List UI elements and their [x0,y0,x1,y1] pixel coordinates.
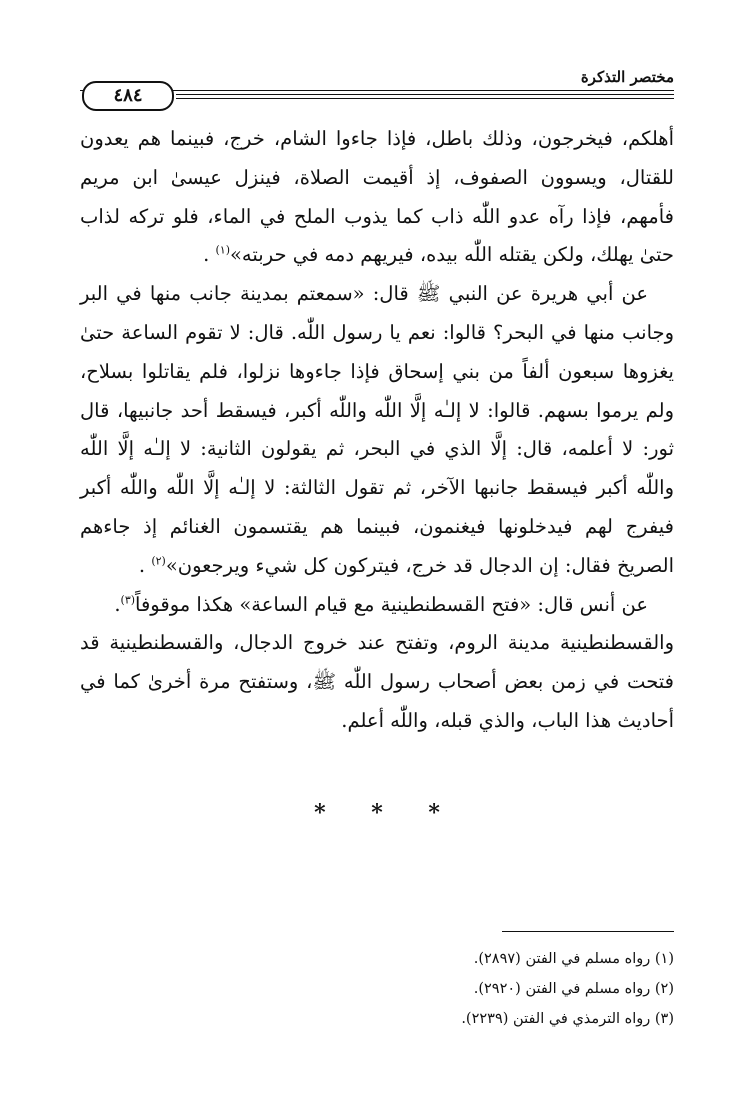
footnote-ref-1: (١) [215,243,230,257]
main-text [80,120,674,741]
paragraph-2: عن أبي هريرة عن النبي ﷺ قال: «سمعتم بمدينة جانب منها في البر وجانب منها في البحر؟ قالوا: نعم يا رسول اللّٰه. قال: لا تقوم الساعة حتىٰ يغزوها سبعون ألفاً من بني إسحاق فإذا جاءوها نزلوا، فلم يقاتلوا بسلاح، ولم يرموا بسهم. قالوا: لا إلـٰه إلَّا اللّٰه واللّٰه أكبر، فيسقط أحد جانبيها، قال ثور: لا أعلمه، قال: إلَّا الذي في البحر، ثم يقولون الثانية: لا إلـٰه إلَّا اللّٰه واللّٰه أكبر فيسقط جانبها الآخر، ثم تقول الثالثة: لا إلـٰه إلَّا اللّٰه واللّٰه أكبر فيفرج لهم فيدخلونها فيغنمون، فبينما هم يقتسمون الغنائم إذ جاءهم الصريخ فقال: إن الدجال قد خرج، فيتركون كل شيء ويرجعون»$^{(٢)}$ . [80,282,674,577]
page-header [80,64,674,104]
footnote-3: (٣) رواه الترمذي في الفتن (٢٢٣٩). [461,1011,674,1027]
section-separator: * * * [314,800,440,826]
paragraph-4: والقسطنطينية مدينة الروم، وتفتح عند خروج الدجال، والقسطنطينية قد فتحت في زمن بعض أصحاب رسول اللّٰه ﷺ، وستفتح مرة أخرىٰ كما في أحاديث هذا الباب، والذي قبله، واللّٰه أعلم. [80,631,674,732]
footnote-ref-3: (٣) [120,593,136,607]
footnote-ref-2: (٢) [151,554,166,568]
paragraph-1: أهلكم، فيخرجون، وذلك باطل، فإذا جاءوا الشام، خرج، فبينما هم يعدون للقتال، ويسوون الصفوف، إذ أقيمت الصلاة، فينزل عيسىٰ ابن مريم فأمهم، فإذا رآه عدو اللّٰه ذاب كما يذوب الملح في الماء، فلو تركه لذاب حتىٰ يهلك، ولكن يقتله اللّٰه بيده، فيريهم دمه في حربته»$^{(١)}$ . [80,127,674,267]
page-number: ٤٨٤ [82,81,174,111]
footnote-1: (١) رواه مسلم في الفتن (٢٨٩٧). [473,951,674,967]
footnotes [80,944,674,1034]
footnote-2: (٢) رواه مسلم في الفتن (٢٩٢٠). [473,981,674,997]
header-rule-bottom [176,98,674,99]
book-title: مختصر التذكرة [580,68,674,86]
header-rule-middle [176,94,674,95]
footnote-divider [502,931,674,932]
paragraph-3: عن أنس قال: «فتح القسطنطينية مع قيام الساعة» هكذا موقوفاً$^{(٣)}$. [114,592,648,616]
